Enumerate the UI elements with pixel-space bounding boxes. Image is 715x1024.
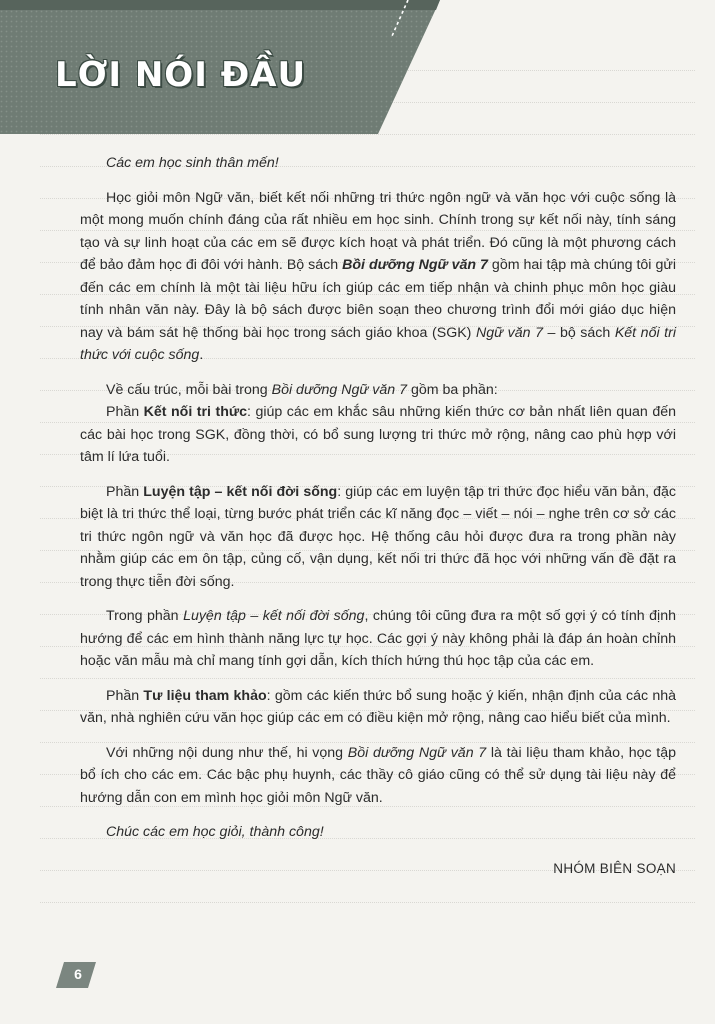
paragraph-structure: Về cấu trúc, mỗi bài trong Bồi dưỡng Ngữ văn 7 gồm ba phần: <box>106 381 498 398</box>
salutation: Các em học sinh thân mến! <box>106 155 279 171</box>
paragraph-conclusion: Với những nội dung như thế, hi vọng Bồi dưỡng Ngữ văn 7 là tài liệu tham khảo, học tập bổ ích cho các em. Các bậc phụ huynh, các thầy cô giáo cũng có thể sử dụng tài liệu này để hướng dẫn con em mình học giỏi môn Ngữ văn. <box>80 744 676 806</box>
page-title: LỜI NÓI ĐẦU <box>55 55 307 95</box>
paragraph-part-practice: Phần Luyện tập – kết nối đời sống: giúp các em luyện tập tri thức đọc hiểu văn bản, đặc biệt là tri thức thể loại, từng bước phát triển các kĩ năng đọc – viết – nói – nghe trên cơ sở các tri thức ngôn ngữ và văn học đã được học. Hệ thống câu hỏi được đưa ra trong phần này nhằm giúp các em ôn tập, củng cố, vận dụng, kết nối tri thức đã học với những vấn đề đặt ra trong thực tiễn đời sống. <box>80 483 677 590</box>
paragraph-part-knowledge: Phần Kết nối tri thức: giúp các em khắc sâu những kiến thức cơ bản nhất liên quan đến các bài học trong SGK, đồng thời, có bổ sung lượng tri thức mở rộng, nâng cao phù hợp với tâm lí lứa tuổi. <box>80 404 676 465</box>
paragraph-intro: Học giỏi môn Ngữ văn, biết kết nối những tri thức ngôn ngữ và văn học với cuộc sống là một mong muốn chính đáng của rất nhiều em học sinh. Chính trong sự kết nối này, tính sáng tạo và sự linh hoạt của các em sẽ được kích hoạt và phát triển. Đó cũng là một phương cách để bảo đảm học đi đôi với hành. Bộ sách Bồi dưỡng Ngữ văn 7 gồm hai tập mà chúng tôi gửi đến các em chính là một tài liệu hữu ích giúp các em tiếp nhận và chinh phục môn học giàu tính nhân văn này. Đây là bộ sách được biên soạn theo chương trình đổi mới giáo dục hiện nay và bám sát hệ thống bài học trong sách giáo khoa (SGK) Ngữ văn 7 – bộ sách Kết nối tri thức với cuộc sống. <box>80 189 676 363</box>
paragraph-part-references: Phần Tư liệu tham khảo: gồm các kiến thức bổ sung hoặc ý kiến, nhận định của các nhà văn, nhà nghiên cứu văn học giúp các em có điều kiện mở rộng, nâng cao hiểu biết của mình. <box>80 687 677 726</box>
signature: NHÓM BIÊN SOẠN <box>553 860 676 876</box>
closing-wish: Chúc các em học giỏi, thành công! <box>106 824 324 840</box>
paragraph-practice-hints: Trong phần Luyện tập – kết nối đời sống, chúng tôi cũng đưa ra một số gợi ý có tính định hướng để các em hình thành năng lực tự học. Các gợi ý này không phải là đáp án hoàn chỉnh hoặc văn mẫu mà chỉ mang tính gợi dẫn, kích thích hứng thú học tập của các em. <box>80 608 676 669</box>
preface-body <box>80 152 676 880</box>
page-number: 6 <box>74 966 82 982</box>
